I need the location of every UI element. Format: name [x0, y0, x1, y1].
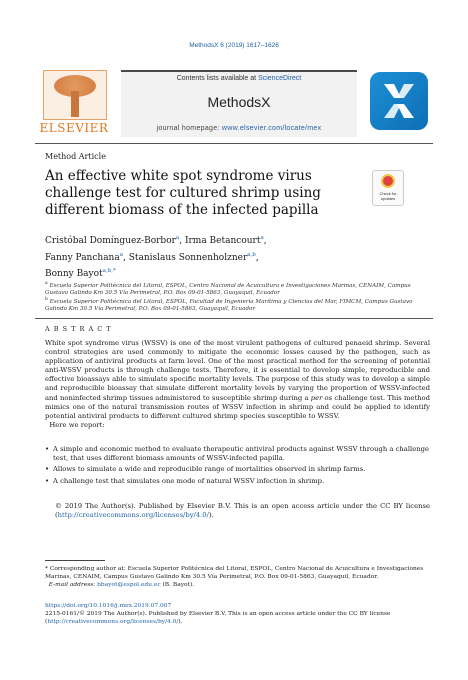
affiliation-text: Escuela Superior Politécnica del Litoral, ESPOL, Centro Nacional de Acuicultura e Investigaciones Marinas, CENAIM, Campus Gustavo Galindo Km 30.5 Vía Perimetral, P.O. Box 09-01-5863, Guayaquil, Ecuador: [45, 282, 411, 297]
author-name: Bonny Bayot: [45, 269, 103, 279]
issn-text: 2215-0161/© 2019 The Author(s). Published by Elsevier B.V. This is an open access article under the CC BY license (: [45, 611, 391, 625]
article-title: An effective white spot syndrome virus challenge test for cultured shrimp using different biomass of the infected papilla: [45, 168, 321, 218]
contents-prefix: Contents lists available at: [176, 75, 259, 82]
author-name: Fanny Panchana: [45, 252, 120, 263]
issn-notice: [45, 611, 430, 627]
author-name: Stanislaus Sonnenholzner: [128, 252, 248, 263]
email-link[interactable]: bbayot@espol.edu.ec: [97, 581, 161, 588]
highlight-text: Allows to simulate a wide and reproducible range of mortalities observed in shrimp farms.: [53, 465, 366, 474]
journal-reference[interactable]: MethodsX 6 (2019) 1617–1626: [189, 42, 279, 49]
homepage-prefix: journal homepage:: [156, 125, 222, 132]
highlight-text: A simple and economic method to evaluate therapeutic antiviral products against WSSV through a challenge test, that uses different biomass amounts of WSSV-infected papilla.: [53, 445, 429, 463]
email-name: (B. Bayot).: [160, 581, 195, 588]
affiliation: [45, 296, 425, 314]
author-affil-link[interactable]: a: [175, 235, 180, 241]
author-affil-link[interactable]: a,b,*: [102, 268, 116, 274]
check-updates-label: Check for updates: [379, 191, 397, 201]
email-label: E-mail address:: [48, 581, 98, 588]
list-item: [45, 465, 430, 474]
check-updates-icon: [381, 174, 395, 188]
footnote-text: * Corresponding author at: Escuela Superior Politécnica del Litoral, ESPOL, Centro Nacional de Acuicultura e Investigaciones Marinas, CENAIM, Campus Gustavo Galindo Km 30.5 Vía Perimetral, P.O. Box 09-01-5863, Guayaquil, Ecuador.: [45, 566, 424, 580]
bullet-icon: •: [45, 445, 50, 453]
bullet-icon: •: [45, 476, 50, 485]
abstract-body: [45, 339, 430, 430]
list-item: [45, 477, 430, 486]
check-for-updates-button[interactable]: [372, 170, 404, 206]
license-link[interactable]: http://creativecommons.org/licenses/by/4.0/: [57, 511, 209, 520]
abstract-text: White spot syndrome virus (WSSV) is one of the most virulent pathogens of cultured penaeid shrimp. Several control strategies are used commonly to mitigate the economic losses caused by the pathogen, such as application of antiviral products at farm level. One of the most practical method for the screening of potential anti-WSSV products is through challenge tests. Therefore, it is essential to develop simple, reproducible and effective bioassays able to simulate specific mortality levels. The purpose of this study was to develop a simple and reproducible bioassay that simulate different mortality levels by varying the proportion of WSSV-infected and noninfected shrimp tissues administered to susceptible shrimp during a: [45, 339, 430, 402]
highlights-list: [45, 445, 430, 488]
corresponding-footnote: [45, 566, 430, 589]
report-intro: Here we report:: [49, 420, 105, 429]
author-affil-link[interactable]: a,b: [247, 251, 256, 258]
list-item: [45, 445, 430, 463]
copyright-end: ).: [208, 511, 214, 520]
highlight-text: A challenge test that simulates one mode of natural WSSV infection in shrimp.: [53, 476, 325, 485]
author-name: Irma Betancourt: [184, 236, 261, 246]
bullet-icon: •: [45, 465, 50, 474]
issn-end: ).: [178, 618, 183, 625]
article-type: Method Article: [45, 152, 106, 161]
methodsx-logo-icon[interactable]: [370, 72, 428, 130]
author-sep: ,: [263, 236, 267, 246]
author-sep: ,: [179, 236, 185, 246]
elsevier-logo[interactable]: [35, 70, 113, 134]
journal-title: MethodsX: [207, 94, 271, 110]
contents-line: [121, 75, 357, 82]
journal-homepage: [121, 125, 357, 132]
sciencedirect-link[interactable]: ScienceDirect: [258, 75, 302, 82]
author-name: Cristóbal Domínguez-Borbor: [45, 236, 176, 246]
abstract-rule: [35, 318, 433, 319]
copyright-text: © 2019 The Author(s). Published by Elsevier B.V. This is an open access article under the CC BY license (: [55, 502, 430, 520]
author-sep: ,: [255, 252, 259, 263]
elsevier-tree-icon: [43, 70, 107, 120]
doi-link[interactable]: https://doi.org/10.1016/j.mex.2019.07.007: [45, 603, 172, 609]
publisher-name: ELSEVIER: [39, 121, 109, 135]
license-link[interactable]: http://creativecommons.org/licenses/by/4.0/: [47, 618, 179, 625]
abstract-heading: A B S T R A C T: [45, 325, 112, 333]
affiliation-text: Escuela Superior Politécnica del Litoral, ESPOL, Facultad de Ingeniería Marítima y Ciencias del Mar, FIMCM, Campus Gustavo Galindo Km 30.5 Vía Perimetral, P.O. Box 09-01-5863, Guayaquil, Ecuador: [45, 298, 413, 313]
header-rule: [35, 143, 433, 144]
abstract-text: challenge test. This method mimics one of the natural transmission routes of WSSV infection in shrimp and could be applied to identify potential antiviral products to different cultured shrimp species susceptible to WSSV.: [45, 393, 430, 420]
affiliation-marker: b: [45, 297, 48, 302]
author-list: [45, 232, 375, 282]
author-sep: ,: [123, 252, 129, 263]
author-affil-link[interactable]: a: [260, 235, 264, 241]
abstract-italic: per os: [310, 393, 333, 402]
journal-header: [121, 70, 357, 137]
affiliation-marker: a: [45, 281, 48, 286]
homepage-link[interactable]: www.elsevier.com/locate/mex: [221, 125, 322, 132]
copyright-notice: [55, 502, 430, 520]
author-affil-link[interactable]: a: [119, 251, 123, 258]
footnote-rule: [45, 560, 105, 561]
